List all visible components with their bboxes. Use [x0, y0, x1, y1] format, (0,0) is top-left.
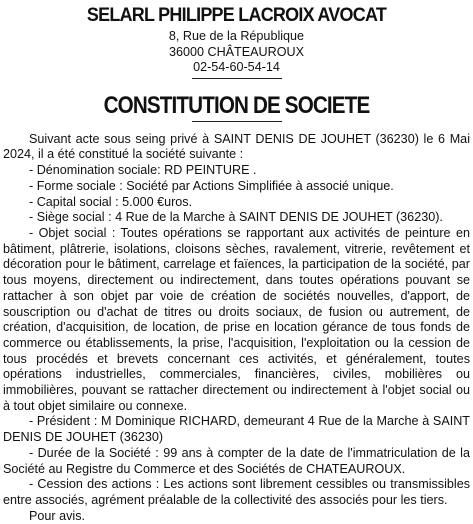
header-divider [192, 78, 282, 79]
item-objet-social: - Objet social : Toutes opérations se rapportant aux activités de peinture en bâtiment, plâtrerie, isolations, cloisons sèches, ravalement, vitrerie, revêtement et décoration pour le bâtiment, carrelage et faïences, la participation de la société, par tous moyens, directement ou indirectement, dans toutes opérations pouvant se rattacher à son objet par voie de création de sociétés nouvelles, d'apport, de souscription ou d'achat de titres ou droits sociaux, de fusion ou autrement, de création, d'acquisition, de location, de prise en location gérance de tous fonds de commerce ou établissements, la prise, l'acquisition, l'exploitation ou la cession de tous procédés et brevets concernant ces activités, et généralement, toutes opérations industrielles, commerciales, financières, civiles, mobilières ou immobilières, pouvant se rattacher directement ou indirectement à l'objet social ou à tout objet similaire ou connexe. [3, 226, 470, 413]
notice-body [3, 132, 470, 524]
notice-intro: Suivant acte sous seing privé à SAINT DENIS DE JOUHET (36230) le 6 Mai 2024, il a été constitué la société suivante : [3, 131, 470, 162]
item-duree: - Durée de la Société : 99 ans à compter de la date de l'immatriculation de la Société au Registre du Commerce et des Sociétés de CHATEAUROUX. [3, 445, 470, 476]
address-city: 36000 CHÂTEAUROUX [168, 44, 305, 59]
item-siege-social: - Siège social : 4 Rue de la Marche à SAINT DENIS DE JOUHET (36230). [29, 210, 443, 225]
firm-name: SELARL PHILIPPE LACROIX AVOCAT [86, 4, 387, 26]
notice-title: CONSTITUTION DE SOCIETE [103, 91, 370, 119]
item-cession: - Cession des actions : Les actions sont librement cessibles ou transmissibles entre associés, agrément préalable de la collectivité des associés pour les tiers. [3, 477, 470, 507]
title-divider [192, 121, 282, 122]
notice-closing: Pour avis. [29, 508, 85, 523]
item-denomination: - Dénomination sociale: RD PEINTURE . [29, 163, 257, 178]
item-capital: - Capital social : 5.000 €uros. [29, 194, 193, 209]
firm-address [3, 29, 470, 76]
item-president: - Président : M Dominique RICHARD, demeurant 4 Rue de la Marche à SAINT DENIS DE JOUHET (36230) [3, 414, 470, 445]
address-phone: 02-54-60-54-14 [193, 60, 280, 75]
address-street: 8, Rue de la République [168, 29, 305, 43]
item-forme-sociale: - Forme sociale : Société par Actions Simplifiée à associé unique. [29, 178, 394, 193]
